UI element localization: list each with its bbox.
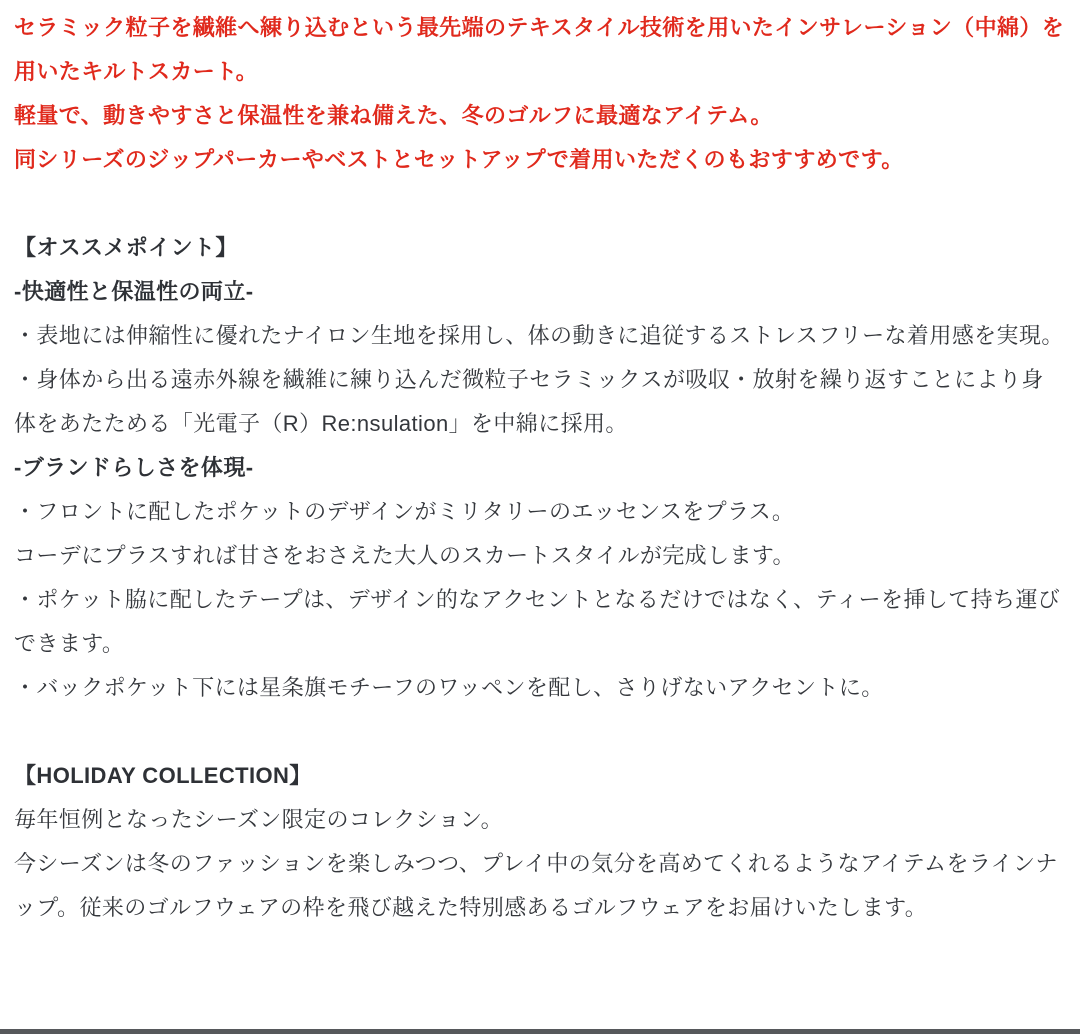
section-divider [0, 1029, 1080, 1034]
brand-subheading: -ブランドらしさを体現- [14, 455, 254, 480]
description-intro [14, 6, 1066, 182]
holiday-line-1: 毎年恒例となったシーズン限定のコレクション。 [14, 807, 504, 832]
section-gap [14, 710, 1066, 754]
brand-point-3: ・バックポケット下には星条旗モチーフのワッペンを配し、さりげないアクセントに。 [14, 675, 884, 700]
brand-point-2: ・ポケット脇に配したテープは、デザイン的なアクセントとなるだけではなく、ティーを挿して持ち運びできます。 [14, 587, 1061, 656]
recommend-section [14, 226, 1066, 710]
comfort-subheading: -快適性と保温性の両立- [14, 279, 254, 304]
comfort-point-2: ・身体から出る遠赤外線を繊維に練り込んだ微粒子セラミックスが吸収・放射を繰り返すことにより身体をあたためる「光電子（R）Re:nsulation」を中綿に採用。 [14, 367, 1044, 436]
intro-line-3: 同シリーズのジップパーカーやベストとセットアップで着用いただくのもおすすめです。 [14, 147, 904, 172]
section-gap [14, 182, 1066, 226]
intro-line-1: セラミック粒子を繊維へ練り込むという最先端のテキスタイル技術を用いたインサレーション（中綿）を用いたキルトスカート。 [14, 15, 1065, 84]
holiday-line-2: 今シーズンは冬のファッションを楽しみつつ、プレイ中の気分を高めてくれるようなアイテムをラインナップ。従来のゴルフウェアの枠を飛び越えた特別感あるゴルフウェアをお届けいたします。 [14, 851, 1058, 920]
holiday-section [14, 754, 1066, 930]
holiday-section-title: 【HOLIDAY COLLECTION】 [14, 763, 312, 788]
recommend-section-title: 【オススメポイント】 [14, 235, 238, 260]
brand-point-1: ・フロントに配したポケットのデザインがミリタリーのエッセンスをプラス。 [14, 499, 795, 524]
intro-line-2: 軽量で、動きやすさと保温性を兼ね備えた、冬のゴルフに最適なアイテム。 [14, 103, 773, 128]
comfort-point-1: ・表地には伸縮性に優れたナイロン生地を採用し、体の動きに追従するストレスフリーな着用感を実現。 [14, 323, 1064, 348]
brand-point-1-continuation: コーデにプラスすれば甘さをおさえた大人のスカートスタイルが完成します。 [14, 543, 795, 568]
